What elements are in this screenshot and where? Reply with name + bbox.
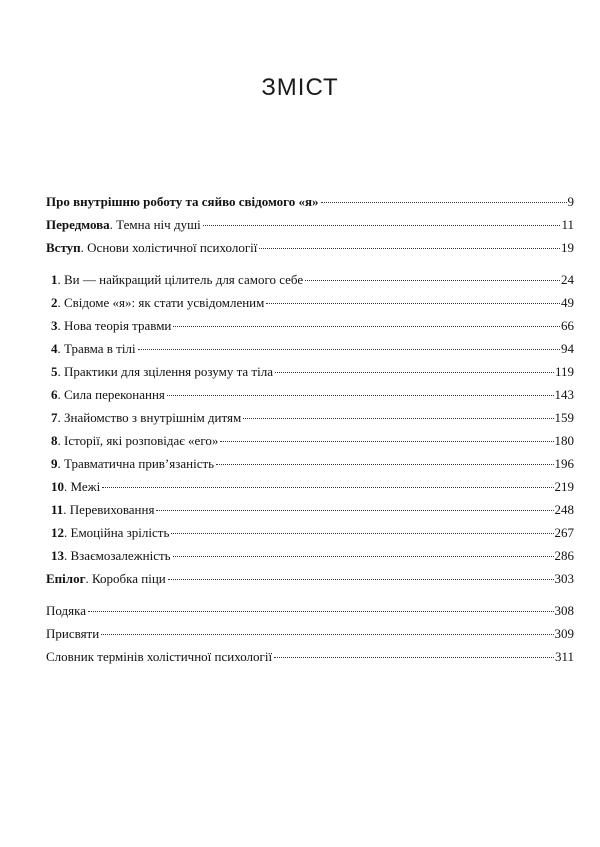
dot-leader xyxy=(168,579,554,580)
page-title: ЗМІСТ xyxy=(261,74,339,101)
toc-entry-title xyxy=(46,571,166,587)
dot-leader xyxy=(321,202,567,203)
chapter-number: 9 xyxy=(51,456,58,471)
chapter-title: . Травматична прив’язаність xyxy=(57,456,215,471)
toc-page-number: 286 xyxy=(554,548,574,563)
toc-page-number: 159 xyxy=(554,410,574,425)
chapter-title: . Травма в тілі xyxy=(57,341,136,356)
chapter-title: . Свідоме «я»: як стати усвідомленим xyxy=(57,295,265,310)
toc-entry-acknowledgements[interactable] xyxy=(46,603,574,619)
chapter-title: . Перевиховання xyxy=(63,502,155,517)
dot-leader xyxy=(220,441,553,442)
dot-leader xyxy=(216,464,553,465)
toc-entry-title xyxy=(51,318,171,334)
toc-page-number: 24 xyxy=(561,272,574,287)
chapter-title: . Знайомство з внутрішнім дитям xyxy=(57,410,242,425)
chapter-title: . Взаємозалежність xyxy=(64,548,171,563)
table-of-contents xyxy=(46,194,574,672)
dot-leader xyxy=(275,372,554,373)
toc-entry-introduction[interactable] xyxy=(46,240,574,256)
toc-entry-title xyxy=(51,502,154,518)
toc-entry-glossary[interactable] xyxy=(46,649,574,665)
toc-page-number: 219 xyxy=(554,479,574,494)
toc-entry-title xyxy=(51,387,165,403)
toc-entry-chapter-3[interactable] xyxy=(46,318,574,334)
chapter-number: 6 xyxy=(51,387,58,402)
chapter-title: . Емоційна зрілість xyxy=(64,525,170,540)
toc-entry-title xyxy=(51,272,303,288)
toc-page-number: 308 xyxy=(554,603,574,618)
toc-entry-epilogue[interactable] xyxy=(46,571,574,587)
toc-entry-subtitle: . Коробка піци xyxy=(85,571,166,586)
chapter-number: 8 xyxy=(51,433,58,448)
toc-entry-bold-title: Епілог xyxy=(46,571,86,586)
toc-entry-title: Присвяти xyxy=(46,626,100,641)
dot-leader xyxy=(156,510,553,511)
dot-leader xyxy=(173,326,560,327)
toc-entry-chapter-9[interactable] xyxy=(46,456,574,472)
toc-entry-title xyxy=(51,295,264,311)
chapter-number: 2 xyxy=(51,295,58,310)
chapter-title: . Ви — найкращий цілитель для самого себе xyxy=(57,272,304,287)
chapter-title: . Історії, які розповідає «его» xyxy=(57,433,219,448)
toc-page-number: 311 xyxy=(554,649,574,664)
toc-entry-chapter-12[interactable] xyxy=(46,525,574,541)
toc-entry-chapter-1[interactable] xyxy=(46,272,574,288)
dot-leader xyxy=(243,418,553,419)
toc-page-number: 143 xyxy=(554,387,574,402)
dot-leader xyxy=(171,533,553,534)
toc-entry-title xyxy=(51,525,169,541)
toc-entry-title xyxy=(46,217,201,233)
toc-page-number: 267 xyxy=(554,525,574,540)
chapter-title: . Практики для зцілення розуму та тіла xyxy=(57,364,273,379)
toc-entry-intro-work[interactable] xyxy=(46,194,574,210)
toc-entry-bold-title: Передмова xyxy=(46,217,110,232)
chapter-number: 5 xyxy=(51,364,58,379)
toc-page-number: 94 xyxy=(561,341,574,356)
toc-entry-chapter-8[interactable] xyxy=(46,433,574,449)
chapter-number: 3 xyxy=(51,318,58,333)
toc-page-number: 180 xyxy=(554,433,574,448)
chapter-number: 7 xyxy=(51,410,58,425)
chapter-number: 11 xyxy=(51,502,64,517)
chapter-title: . Сила переконання xyxy=(57,387,165,402)
toc-page-number: 248 xyxy=(554,502,574,517)
toc-entry-title xyxy=(51,433,218,449)
dot-leader xyxy=(102,487,553,488)
chapter-title: . Межі xyxy=(64,479,101,494)
toc-page-number: 309 xyxy=(554,626,574,641)
toc-entry-chapter-6[interactable] xyxy=(46,387,574,403)
chapter-number: 1 xyxy=(51,272,58,287)
toc-entry-subtitle: . Основи холістичної психології xyxy=(80,240,258,255)
dot-leader xyxy=(88,611,554,612)
toc-entry-title xyxy=(46,240,257,256)
toc-entry-chapter-7[interactable] xyxy=(46,410,574,426)
toc-entry-chapter-10[interactable] xyxy=(46,479,574,495)
toc-entry-title xyxy=(51,548,171,564)
toc-entry-title xyxy=(51,479,100,495)
toc-entry-dedications[interactable] xyxy=(46,626,574,642)
toc-entry-title xyxy=(51,341,136,357)
toc-page-number: 9 xyxy=(567,194,574,209)
chapter-number: 10 xyxy=(51,479,64,494)
dot-leader xyxy=(259,248,560,249)
toc-page-number: 19 xyxy=(561,240,574,255)
dot-leader xyxy=(203,225,561,226)
chapter-number: 4 xyxy=(51,341,58,356)
toc-entry-title xyxy=(51,456,214,472)
dot-leader xyxy=(101,634,553,635)
dot-leader xyxy=(274,657,554,658)
dot-leader xyxy=(305,280,560,281)
toc-entry-title: Подяка xyxy=(46,603,86,618)
toc-entry-chapter-4[interactable] xyxy=(46,341,574,357)
toc-entry-bold-title: Про внутрішню роботу та сяйво свідомого «я» xyxy=(46,194,319,209)
toc-page-number: 66 xyxy=(561,318,574,333)
chapter-number: 13 xyxy=(51,548,64,563)
dot-leader xyxy=(266,303,560,304)
chapter-title: . Нова теорія травми xyxy=(57,318,172,333)
toc-entry-title xyxy=(51,410,241,426)
chapter-number: 12 xyxy=(51,525,64,540)
dot-leader xyxy=(138,349,560,350)
toc-entry-chapter-11[interactable] xyxy=(46,502,574,518)
toc-entry-title xyxy=(46,194,319,210)
toc-entry-preface[interactable] xyxy=(46,217,574,233)
toc-entry-chapter-2[interactable] xyxy=(46,295,574,311)
toc-page-number: 49 xyxy=(561,295,574,310)
toc-entry-title: Словник термінів холістичної психології xyxy=(46,649,273,664)
toc-entry-bold-title: Вступ xyxy=(46,240,81,255)
dot-leader xyxy=(173,556,554,557)
toc-page-number: 11 xyxy=(561,217,574,232)
toc-entry-chapter-5[interactable] xyxy=(46,364,574,380)
toc-page-number: 196 xyxy=(554,456,574,471)
dot-leader xyxy=(167,395,554,396)
toc-page-number: 303 xyxy=(554,571,574,586)
toc-entry-title xyxy=(51,364,273,380)
toc-entry-chapter-13[interactable] xyxy=(46,548,574,564)
toc-entry-subtitle: . Темна ніч душі xyxy=(109,217,201,232)
toc-page-number: 119 xyxy=(554,364,574,379)
